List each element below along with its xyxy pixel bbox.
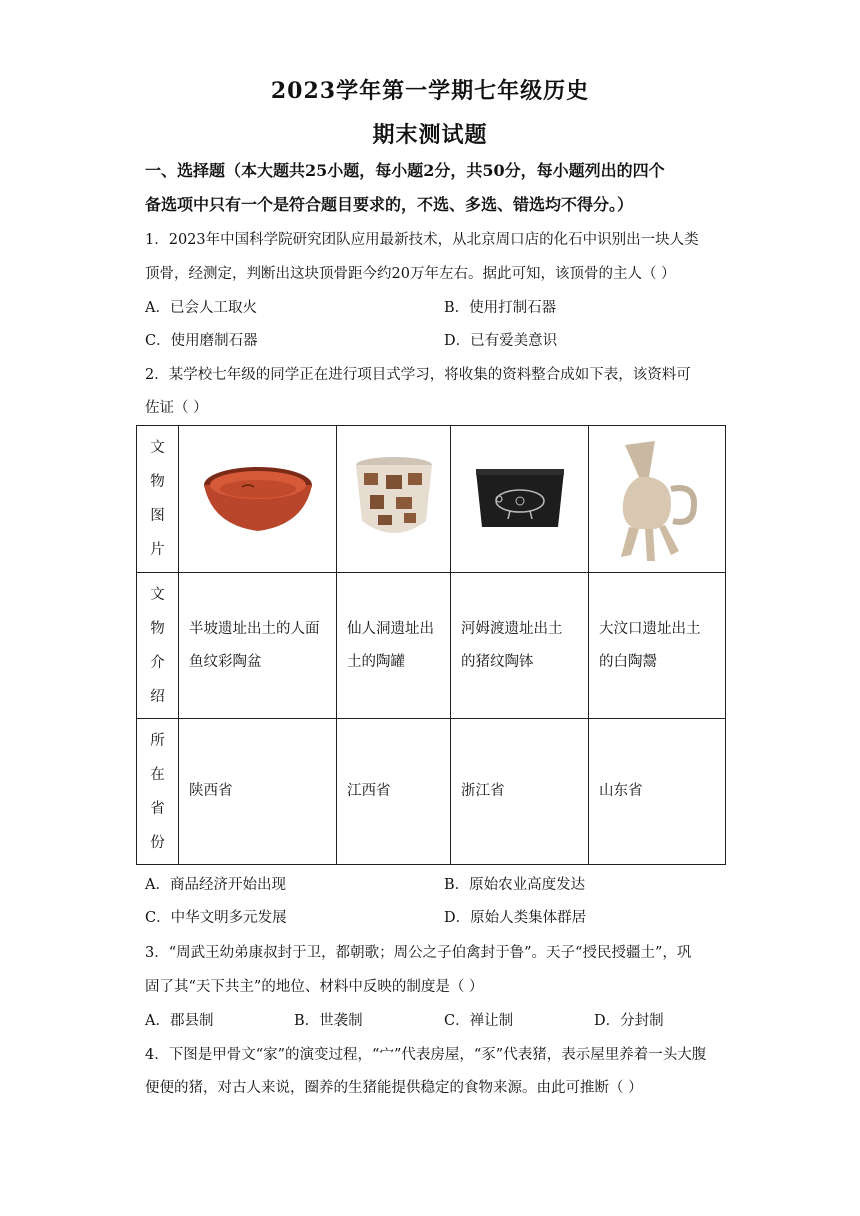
question-3-option-b: B．世袭制 bbox=[294, 1013, 363, 1029]
question-2-option-a: A．商品经济开始出现 bbox=[145, 877, 286, 893]
row-header-char: 图 bbox=[150, 508, 165, 524]
section-instructions-line1: 一、选择题（本大题共25小题，每小题2分，共50分，每小题列出的四个 bbox=[145, 161, 665, 180]
question-3-option-d: D．分封制 bbox=[594, 1013, 664, 1029]
question-4-text-line2: 便便的猪，对古人来说，圈养的生猪能提供稳定的食物来源。由此可推断（ ） bbox=[145, 1080, 643, 1096]
exam-subtitle: 期末测试题 bbox=[372, 122, 488, 148]
row-header-provinces bbox=[137, 719, 179, 865]
row-header-char: 在 bbox=[150, 766, 165, 783]
description-line: 的白陶鬶 bbox=[599, 653, 657, 670]
relic-description-1 bbox=[179, 573, 337, 719]
relic-image-cell-3 bbox=[451, 426, 589, 573]
row-header-char: 片 bbox=[150, 542, 165, 558]
question-3-option-c: C．禅让制 bbox=[444, 1013, 514, 1029]
description-line: 土的陶罐 bbox=[347, 653, 405, 670]
white-pottery-gui-image bbox=[609, 433, 705, 565]
question-2-option-d: D．原始人类集体群居 bbox=[444, 910, 587, 926]
question-4-text-line1: 4．下图是甲骨文“家”的演变过程，“宀”代表房屋，“豕”代表猪，表示屋里养着一头大腹 bbox=[145, 1047, 707, 1063]
pottery-jar-image bbox=[352, 455, 436, 543]
row-header-char: 物 bbox=[150, 474, 165, 490]
row-header-char: 绍 bbox=[150, 688, 165, 705]
relic-province-3: 浙江省 bbox=[451, 719, 589, 865]
table-row-provinces bbox=[137, 719, 726, 865]
relic-province-4: 山东省 bbox=[589, 719, 726, 865]
relics-table bbox=[136, 425, 726, 865]
description-line: 河姆渡遗址出土 bbox=[461, 620, 563, 637]
row-header-char: 物 bbox=[150, 620, 165, 637]
row-header-char: 介 bbox=[150, 654, 165, 671]
exam-title: 2023学年第一学期七年级历史 bbox=[270, 78, 590, 104]
question-2-option-b: B．原始农业高度发达 bbox=[444, 877, 586, 893]
description-line: 半坡遗址出土的人面 bbox=[189, 620, 320, 637]
question-3-text-line1: 3．“周武王幼弟康叔封于卫，都朝歌；周公之子伯禽封于鲁”。天子“授民授疆土”，巩 bbox=[145, 945, 692, 961]
table-row-descriptions bbox=[137, 573, 726, 719]
question-1-text-line2: 顶骨，经测定，判断出这块顶骨距今约20万年左右。据此可知，该顶骨的主人（ ） bbox=[145, 266, 676, 282]
table-row-images bbox=[137, 426, 726, 573]
section-instructions-line2: 备选项中只有一个是符合题目要求的，不选、多选、错选均不得分。） bbox=[145, 195, 634, 214]
relic-image-cell-1 bbox=[179, 426, 337, 573]
question-1-option-b: B．使用打制石器 bbox=[444, 300, 557, 316]
row-header-images bbox=[137, 426, 179, 573]
relic-province-2: 江西省 bbox=[337, 719, 451, 865]
question-3-text-line2: 固了其“天下共主”的地位、材料中反映的制度是（ ） bbox=[145, 979, 484, 995]
relic-province-1: 陕西省 bbox=[179, 719, 337, 865]
question-1-option-c: C．使用磨制石器 bbox=[145, 333, 258, 349]
relic-description-2 bbox=[337, 573, 451, 719]
description-line: 仙人洞遗址出 bbox=[347, 620, 434, 637]
question-2-option-c: C．中华文明多元发展 bbox=[145, 910, 287, 926]
relic-image-cell-4 bbox=[589, 426, 726, 573]
question-1-text-line1: 1．2023年中国科学院研究团队应用最新技术，从北京周口店的化石中识别出一块人类 bbox=[145, 232, 699, 248]
row-header-descriptions bbox=[137, 573, 179, 719]
description-line: 鱼纹彩陶盆 bbox=[189, 653, 262, 670]
row-header-char: 省 bbox=[150, 800, 165, 817]
row-header-char: 份 bbox=[150, 834, 165, 851]
pig-pattern-pottery-bowl-image bbox=[472, 465, 568, 533]
painted-pottery-basin-image bbox=[202, 459, 314, 539]
relic-description-3 bbox=[451, 573, 589, 719]
description-line: 大汶口遗址出土 bbox=[599, 620, 701, 637]
row-header-char: 文 bbox=[150, 440, 165, 456]
question-1-option-a: A．已会人工取火 bbox=[145, 300, 257, 316]
row-header-char: 文 bbox=[150, 586, 165, 603]
question-1-option-d: D．已有爱美意识 bbox=[444, 333, 558, 349]
relic-image-cell-2 bbox=[337, 426, 451, 573]
question-3-option-a: A．郡县制 bbox=[145, 1013, 214, 1029]
description-line: 的猪纹陶钵 bbox=[461, 653, 534, 670]
relic-description-4 bbox=[589, 573, 726, 719]
question-2-text-line1: 2．某学校七年级的同学正在进行项目式学习，将收集的资料整合成如下表，该资料可 bbox=[145, 367, 691, 383]
row-header-char: 所 bbox=[150, 732, 165, 749]
question-2-text-line2: 佐证（ ） bbox=[145, 400, 208, 416]
